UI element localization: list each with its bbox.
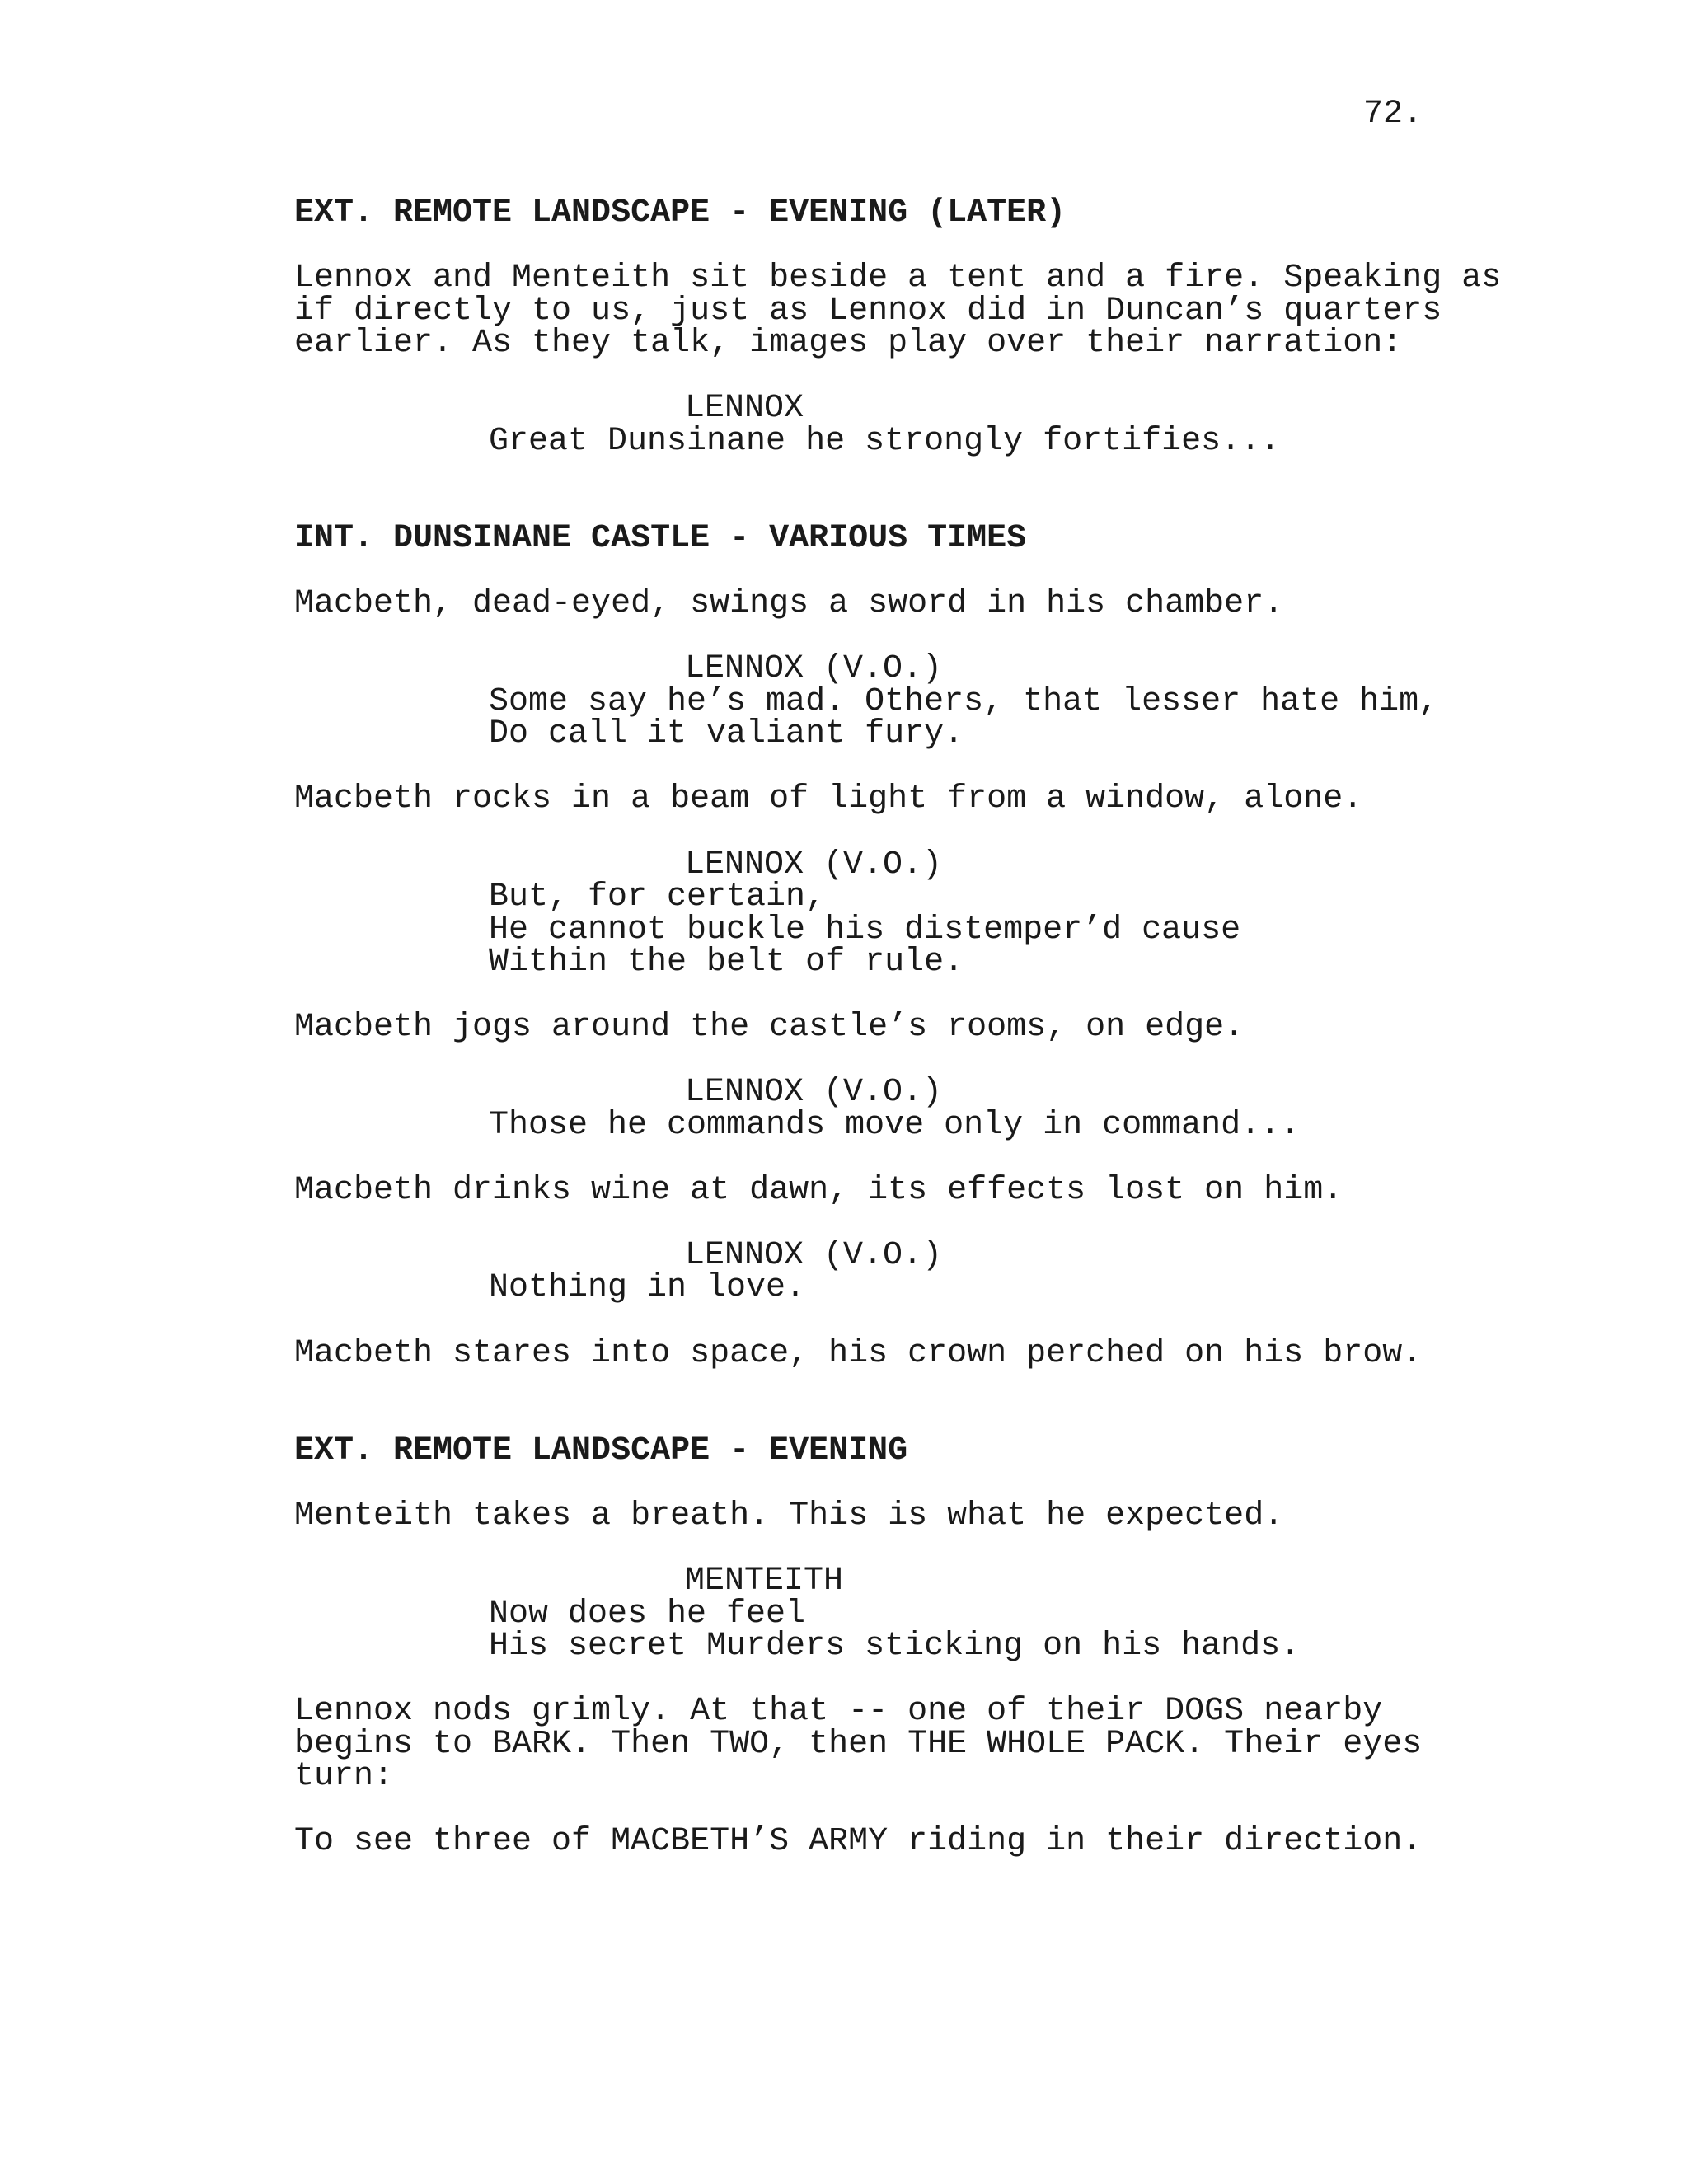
dialogue-line: Some say he’s mad. Others, that lesser hate him, xyxy=(489,683,1439,720)
action-line: Lennox nods grimly. At that -- one of their DOGS nearby xyxy=(294,1693,1383,1730)
dialogue-line: Great Dunsinane he strongly fortifies... xyxy=(489,423,1281,460)
dialogue-line: Within the belt of rule. xyxy=(489,944,964,981)
dialogue-line: He cannot buckle his distemper’d cause xyxy=(489,912,1241,949)
character-cue: LENNOX (V.O.) xyxy=(685,1074,943,1111)
action-line: Macbeth rocks in a beam of light from a window, alone. xyxy=(294,780,1363,818)
character-cue: MENTEITH xyxy=(685,1563,844,1600)
character-cue: LENNOX xyxy=(685,390,804,427)
action-line: earlier. As they talk, images play over their narration: xyxy=(294,325,1403,362)
action-line: Macbeth, dead-eyed, swings a sword in his chamber. xyxy=(294,585,1284,622)
action-line: if directly to us, just as Lennox did in Duncan’s quarters xyxy=(294,293,1442,330)
scene-heading: EXT. REMOTE LANDSCAPE - EVENING (LATER) xyxy=(294,194,1067,232)
action-line: Macbeth jogs around the castle’s rooms, on edge. xyxy=(294,1009,1245,1046)
page-number: 72. xyxy=(1363,96,1423,133)
dialogue-line: Those he commands move only in command... xyxy=(489,1107,1301,1144)
action-line: To see three of MACBETH’S ARMY riding in their direction. xyxy=(294,1823,1423,1860)
character-cue: LENNOX (V.O.) xyxy=(685,650,943,687)
dialogue-line: Now does he feel xyxy=(489,1596,806,1633)
action-line: Macbeth stares into space, his crown perched on his brow. xyxy=(294,1335,1423,1372)
scene-heading: EXT. REMOTE LANDSCAPE - EVENING xyxy=(294,1432,908,1469)
action-line: Menteith takes a breath. This is what he expected. xyxy=(294,1497,1284,1535)
action-line: Lennox and Menteith sit beside a tent and a fire. Speaking as xyxy=(294,260,1502,297)
dialogue-line: Nothing in love. xyxy=(489,1269,806,1306)
action-line: Macbeth drinks wine at dawn, its effects lost on him. xyxy=(294,1172,1343,1209)
action-line: turn: xyxy=(294,1758,394,1795)
dialogue-line: Do call it valiant fury. xyxy=(489,715,964,752)
scene-heading: INT. DUNSINANE CASTLE - VARIOUS TIMES xyxy=(294,520,1027,557)
action-line: begins to BARK. Then TWO, then THE WHOLE PACK. Their eyes xyxy=(294,1726,1423,1763)
character-cue: LENNOX (V.O.) xyxy=(685,1237,943,1274)
dialogue-line: His secret Murders sticking on his hands. xyxy=(489,1628,1301,1665)
character-cue: LENNOX (V.O.) xyxy=(685,846,943,883)
dialogue-line: But, for certain, xyxy=(489,879,826,916)
